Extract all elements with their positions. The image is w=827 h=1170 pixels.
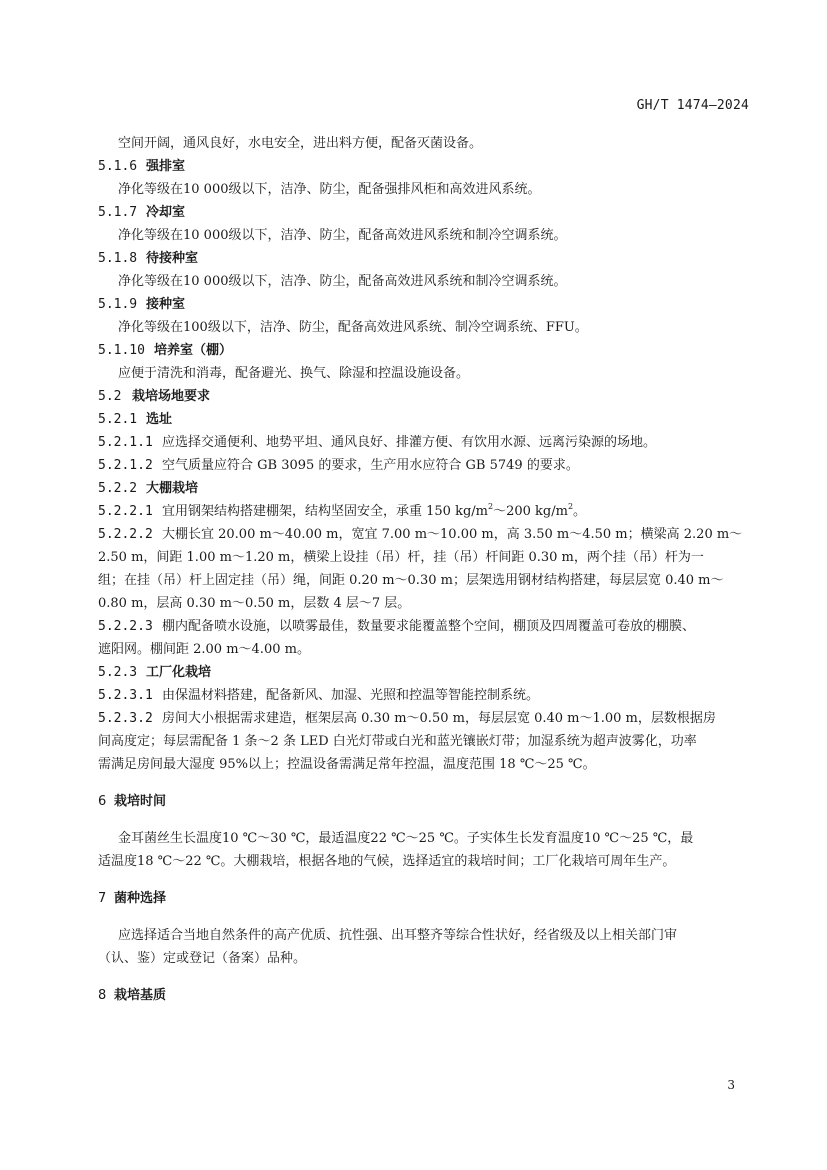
chapter-7-text: 应选择适合当地自然条件的高产优质、抗性强、出耳整齐等综合性状好，经省级及以上相关部门审 (118, 928, 678, 943)
clause-number: 5.2.3.2 (98, 711, 153, 726)
clause-text: 大棚长宜 20.00 m～40.00 m，宽宜 7.00 m～10.00 m，高 3.50 m～4.50 m；横梁高 2.20 m～ (162, 527, 743, 542)
superscript: 2 (567, 502, 574, 511)
clause-number: 5.2.2.1 (98, 504, 153, 519)
clause-text-c: 。 (573, 504, 587, 519)
clause-number: 5.2.3.1 (98, 688, 153, 703)
clause-5-2-3-2-cont: 需满足房间最大湿度 95%以上；控温设备需满足常年控温，温度范围 18 ℃～25 ℃。 (98, 757, 596, 772)
chapter-title: 菌种选择 (114, 891, 167, 906)
chapter-title: 栽培基质 (114, 988, 167, 1003)
spacer (98, 873, 750, 887)
section-number: 5.1.10 (98, 343, 145, 358)
section-number: 5.2.2 (98, 481, 138, 496)
section-5-2-1-heading (98, 408, 750, 431)
chapter-6-text: 金耳菌丝生长温度10 ℃～30 ℃，最适温度22 ℃～25 ℃。子实体生长发育温度10 ℃～25 ℃，最 (118, 831, 694, 846)
clause-5-2-2-2-cont: 2.50 m，间距 1.00 m～1.20 m，横梁上设挂（吊）杆，挂（吊）杆间距 0.30 m，两个挂（吊）杆为一 (98, 550, 704, 565)
section-title: 冷却室 (146, 205, 186, 220)
clause-5-2-2-3-cont: 遮阳网。棚间距 2.00 m～4.00 m。 (98, 642, 310, 657)
chapter-number: 6 (98, 794, 107, 809)
spacer (98, 813, 750, 827)
section-number: 5.1.8 (98, 251, 138, 266)
section-5-1-9-heading (98, 293, 750, 316)
chapter-6-text-cont: 适温度18 ℃～22 ℃。大棚栽培，根据各地的气候，选择适宜的栽培时间；工厂化栽培可周年生产。 (98, 854, 676, 869)
section-5-1-10-heading (98, 339, 750, 362)
section-title: 工厂化栽培 (146, 665, 212, 680)
chapter-7-heading (98, 887, 750, 910)
section-title: 培养室（棚） (154, 343, 233, 358)
section-number: 5.2 (98, 389, 122, 404)
chapter-title: 栽培时间 (114, 794, 167, 809)
section-number: 5.1.6 (98, 159, 138, 174)
clause-5-2-3-2-cont: 间高度定；每层需配备 1 条～2 条 LED 白光灯带或白光和蓝光镶嵌灯带；加湿系统为超声波雾化，功率 (98, 734, 697, 749)
clause-text: 棚内配备喷水设施，以喷雾最佳，数量要求能覆盖整个空间，棚顶及四周覆盖可卷放的棚膜、 (162, 619, 696, 634)
clause-text: 应选择交通便利、地势平坦、通风良好、排灌方便、有饮用水源、远离污染源的场地。 (162, 435, 657, 450)
section-title: 强排室 (146, 159, 186, 174)
section-5-1-9-text: 净化等级在100级以下，洁净、防尘，配备高效进风系统、制冷空调系统、FFU。 (118, 320, 588, 335)
section-5-1-7-text: 净化等级在10 000级以下，洁净、防尘，配备高效进风系统和制冷空调系统。 (118, 228, 567, 243)
spacer (98, 910, 750, 924)
section-number: 5.2.1 (98, 412, 138, 427)
page-number: 3 (727, 1078, 735, 1092)
section-5-1-6-heading (98, 155, 750, 178)
chapter-number: 7 (98, 891, 107, 906)
clause-5-2-2-2-cont: 0.80 m，层高 0.30 m～0.50 m，层数 4 层～7 层。 (98, 596, 411, 611)
clause-text: 房间大小根据需求建造，框架层高 0.30 m～0.50 m，每层层宽 0.40 m～1.00 m，层数根据房 (162, 711, 716, 726)
spacer (98, 776, 750, 790)
section-5-1-8-text: 净化等级在10 000级以下，洁净、防尘，配备高效进风系统和制冷空调系统。 (118, 274, 567, 289)
section-title: 接种室 (146, 297, 186, 312)
section-5-2-2-heading (98, 477, 750, 500)
section-number: 5.1.9 (98, 297, 138, 312)
clause-number: 5.2.1.2 (98, 458, 153, 473)
section-title: 选址 (146, 412, 173, 427)
section-5-2-3-heading (98, 661, 750, 684)
clause-text-b: ～200 kg/m (493, 504, 568, 519)
section-title: 待接种室 (146, 251, 199, 266)
intro-paragraph: 空间开阔，通风良好，水电安全，进出料方便，配备灭菌设备。 (118, 136, 483, 151)
section-number: 5.2.3 (98, 665, 138, 680)
clause-number: 5.2.1.1 (98, 435, 153, 450)
clause-5-2-2-1 (98, 500, 750, 523)
clause-number: 5.2.2.2 (98, 527, 153, 542)
section-5-1-8-heading (98, 247, 750, 270)
section-5-1-6-text: 净化等级在10 000级以下，洁净、防尘，配备强排风柜和高效进风系统。 (118, 182, 541, 197)
spacer (98, 970, 750, 984)
section-title: 大棚栽培 (146, 481, 199, 496)
clause-5-2-2-2-cont: 组；在挂（吊）杆上固定挂（吊）绳，间距 0.20 m～0.30 m；层架选用钢材结构搭建，每层层宽 0.40 m～ (98, 573, 724, 588)
chapter-7-text-cont: （认、鉴）定或登记（备案）品种。 (98, 951, 307, 966)
clause-5-2-3-1 (98, 684, 750, 707)
clause-5-2-3-2 (98, 707, 750, 730)
chapter-8-heading (98, 984, 750, 1007)
chapter-number: 8 (98, 988, 107, 1003)
section-title: 栽培场地要求 (132, 389, 211, 404)
section-5-1-7-heading (98, 201, 750, 224)
clause-text: 空气质量应符合 GB 3095 的要求，生产用水应符合 GB 5749 的要求。 (162, 458, 579, 473)
document-body (98, 132, 750, 1007)
clause-text: 由保温材料搭建，配备新风、加湿、光照和控温等智能控制系统。 (162, 688, 540, 703)
clause-number: 5.2.2.3 (98, 619, 153, 634)
chapter-6-heading (98, 790, 750, 813)
clause-text-a: 宜用钢架结构搭建棚架，结构坚固安全，承重 150 kg/m (162, 504, 488, 519)
clause-5-2-1-2 (98, 454, 750, 477)
section-5-1-10-text: 应便于清洗和消毒，配备避光、换气、除湿和控温设施设备。 (118, 366, 470, 381)
clause-5-2-1-1 (98, 431, 750, 454)
standard-code: GH/T 1474—2024 (636, 98, 749, 113)
section-number: 5.1.7 (98, 205, 138, 220)
superscript: 2 (487, 502, 494, 511)
section-5-2-heading (98, 385, 750, 408)
clause-5-2-2-2 (98, 523, 750, 546)
clause-5-2-2-3 (98, 615, 750, 638)
